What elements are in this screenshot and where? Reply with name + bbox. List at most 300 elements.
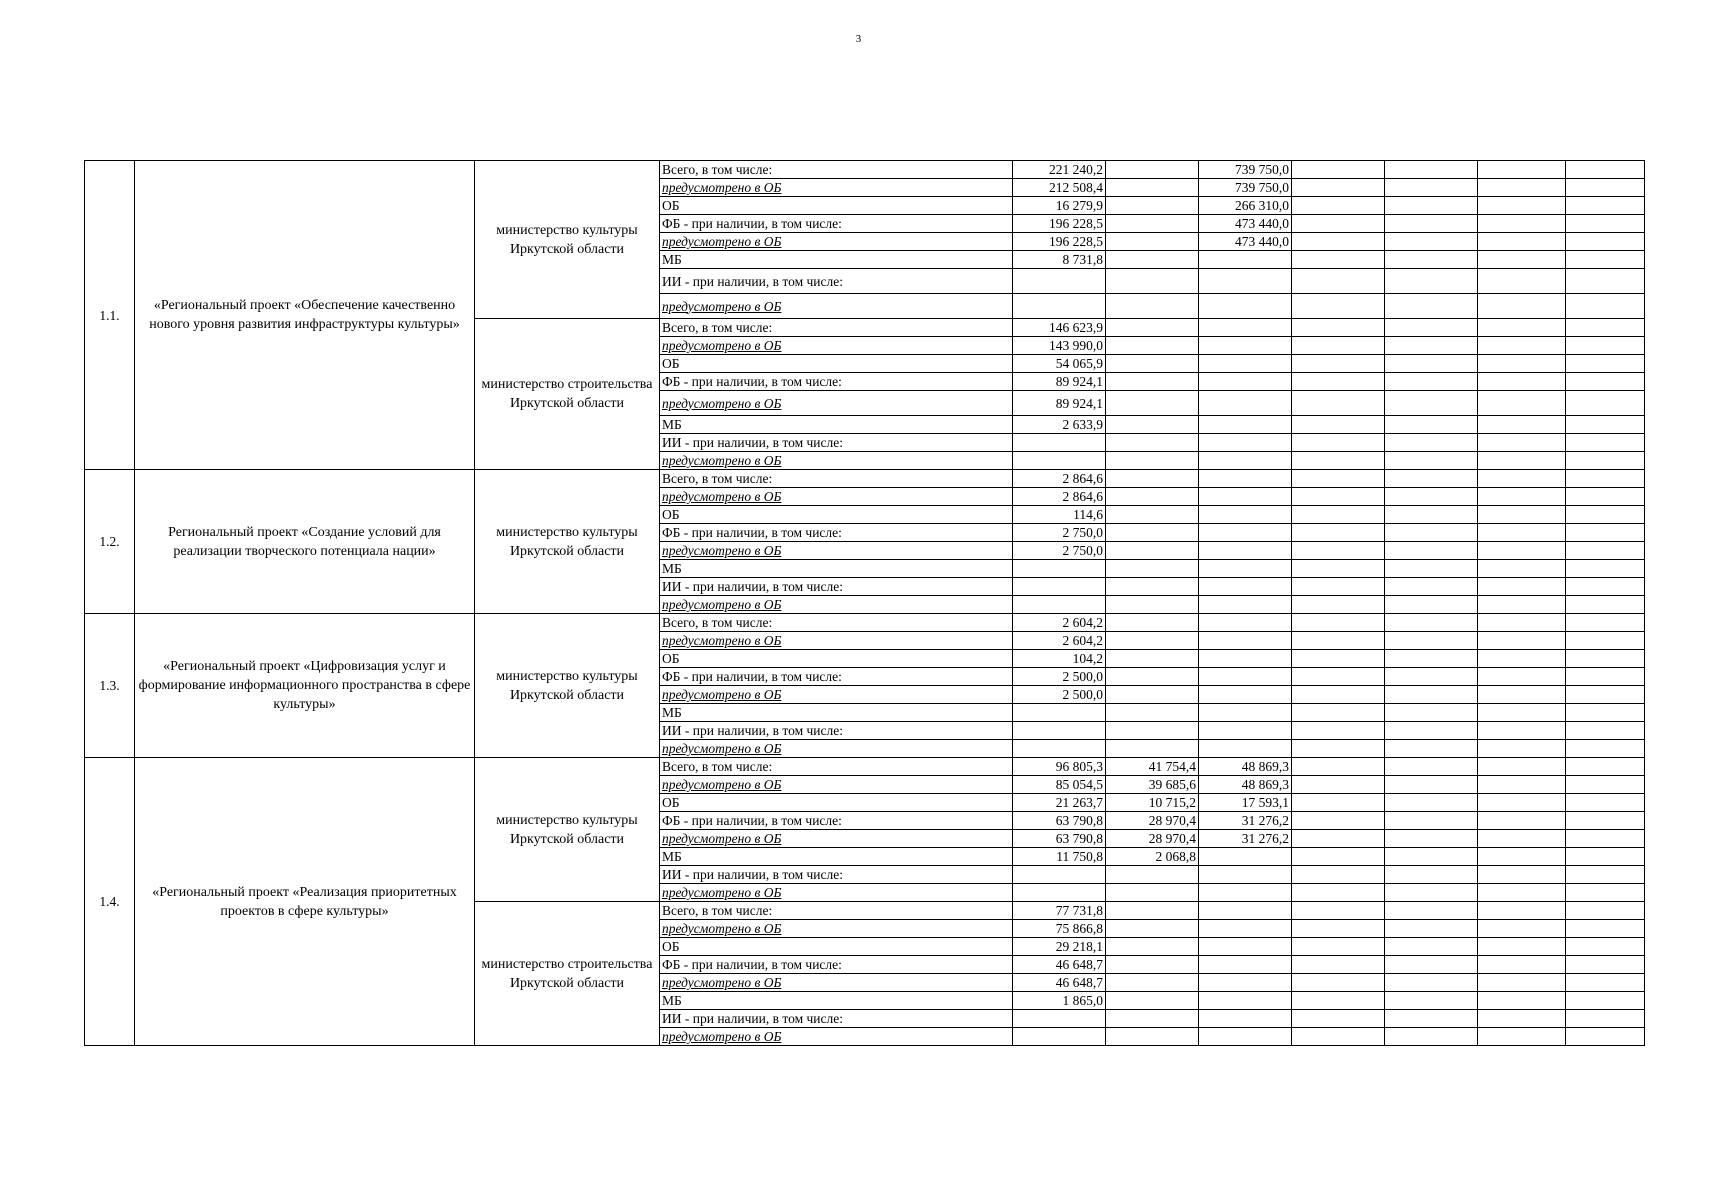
value-cell <box>1292 524 1385 542</box>
value-cell <box>1478 668 1566 686</box>
value-cell: 2 500,0 <box>1013 668 1106 686</box>
value-cell <box>1385 920 1478 938</box>
value-cell <box>1106 294 1199 319</box>
value-cell <box>1478 722 1566 740</box>
value-cell <box>1292 830 1385 848</box>
value-cell <box>1292 668 1385 686</box>
value-cell <box>1292 722 1385 740</box>
value-cell: 89 924,1 <box>1013 391 1106 416</box>
value-cell <box>1566 578 1645 596</box>
value-cell <box>1292 938 1385 956</box>
value-cell <box>1199 524 1292 542</box>
value-cell <box>1292 197 1385 215</box>
responsible-executor: министерство строительства Иркутской области <box>475 319 660 470</box>
funding-source-label: ИИ - при наличии, в том числе: <box>660 578 1013 596</box>
value-cell <box>1292 294 1385 319</box>
value-cell <box>1199 1028 1292 1046</box>
project-title: «Региональный проект «Цифровизация услуг и формирование информационного пространства в сфере культуры» <box>135 614 475 758</box>
value-cell <box>1199 560 1292 578</box>
value-cell <box>1478 794 1566 812</box>
value-cell <box>1385 506 1478 524</box>
value-cell <box>1566 488 1645 506</box>
value-cell <box>1292 337 1385 355</box>
funding-source-label: Всего, в том числе: <box>660 902 1013 920</box>
value-cell <box>1013 1010 1106 1028</box>
value-cell <box>1478 542 1566 560</box>
value-cell <box>1199 884 1292 902</box>
value-cell <box>1478 866 1566 884</box>
value-cell <box>1106 391 1199 416</box>
value-cell <box>1385 452 1478 470</box>
value-cell: 104,2 <box>1013 650 1106 668</box>
value-cell <box>1385 578 1478 596</box>
value-cell <box>1106 179 1199 197</box>
value-cell <box>1106 956 1199 974</box>
value-cell <box>1292 251 1385 269</box>
value-cell <box>1385 373 1478 391</box>
value-cell <box>1292 902 1385 920</box>
funding-source-label: МБ <box>660 416 1013 434</box>
value-cell <box>1199 452 1292 470</box>
value-cell: 2 633,9 <box>1013 416 1106 434</box>
value-cell <box>1478 632 1566 650</box>
funding-source-label: предусмотрено в ОБ <box>660 884 1013 902</box>
value-cell: 85 054,5 <box>1013 776 1106 794</box>
value-cell <box>1385 704 1478 722</box>
value-cell <box>1292 542 1385 560</box>
funding-source-label: предусмотрено в ОБ <box>660 179 1013 197</box>
value-cell: 739 750,0 <box>1199 179 1292 197</box>
value-cell <box>1566 740 1645 758</box>
value-cell <box>1566 596 1645 614</box>
value-cell <box>1566 650 1645 668</box>
value-cell <box>1566 355 1645 373</box>
project-title: Региональный проект «Создание условий для реализации творческого потенциала нации» <box>135 470 475 614</box>
value-cell <box>1566 337 1645 355</box>
funding-source-label: предусмотрено в ОБ <box>660 391 1013 416</box>
funding-source-label: предусмотрено в ОБ <box>660 920 1013 938</box>
value-cell <box>1292 992 1385 1010</box>
value-cell <box>1478 596 1566 614</box>
value-cell <box>1292 416 1385 434</box>
value-cell <box>1292 974 1385 992</box>
value-cell <box>1292 758 1385 776</box>
value-cell <box>1385 794 1478 812</box>
value-cell <box>1385 902 1478 920</box>
value-cell <box>1478 251 1566 269</box>
project-title: «Региональный проект «Обеспечение качественно нового уровня развития инфраструктуры культуры» <box>135 161 475 470</box>
value-cell <box>1013 740 1106 758</box>
value-cell <box>1478 812 1566 830</box>
section-number: 1.4. <box>85 758 135 1046</box>
value-cell: 46 648,7 <box>1013 956 1106 974</box>
value-cell: 46 648,7 <box>1013 974 1106 992</box>
value-cell <box>1292 884 1385 902</box>
value-cell <box>1478 848 1566 866</box>
value-cell: 266 310,0 <box>1199 197 1292 215</box>
value-cell <box>1566 251 1645 269</box>
value-cell: 31 276,2 <box>1199 830 1292 848</box>
value-cell: 212 508,4 <box>1013 179 1106 197</box>
value-cell: 28 970,4 <box>1106 812 1199 830</box>
value-cell <box>1385 542 1478 560</box>
value-cell <box>1566 758 1645 776</box>
value-cell <box>1566 416 1645 434</box>
value-cell <box>1385 614 1478 632</box>
funding-source-label: предусмотрено в ОБ <box>660 337 1013 355</box>
value-cell <box>1199 848 1292 866</box>
value-cell <box>1478 373 1566 391</box>
value-cell <box>1292 956 1385 974</box>
value-cell <box>1385 470 1478 488</box>
value-cell <box>1199 470 1292 488</box>
value-cell: 41 754,4 <box>1106 758 1199 776</box>
value-cell <box>1292 920 1385 938</box>
value-cell <box>1478 776 1566 794</box>
value-cell <box>1199 992 1292 1010</box>
value-cell <box>1106 686 1199 704</box>
value-cell <box>1478 269 1566 294</box>
funding-source-label: ОБ <box>660 506 1013 524</box>
value-cell <box>1013 596 1106 614</box>
value-cell <box>1566 884 1645 902</box>
value-cell: 28 970,4 <box>1106 830 1199 848</box>
value-cell <box>1106 668 1199 686</box>
value-cell <box>1385 866 1478 884</box>
value-cell <box>1106 251 1199 269</box>
value-cell <box>1199 614 1292 632</box>
table-row <box>85 161 1645 179</box>
value-cell <box>1385 1010 1478 1028</box>
value-cell <box>1478 920 1566 938</box>
value-cell <box>1385 938 1478 956</box>
value-cell <box>1478 337 1566 355</box>
value-cell <box>1566 830 1645 848</box>
value-cell <box>1385 596 1478 614</box>
table-row <box>85 758 1645 776</box>
value-cell <box>1292 161 1385 179</box>
value-cell <box>1478 740 1566 758</box>
value-cell <box>1478 902 1566 920</box>
value-cell <box>1106 938 1199 956</box>
value-cell <box>1106 470 1199 488</box>
page-number: 3 <box>855 33 862 45</box>
value-cell: 89 924,1 <box>1013 373 1106 391</box>
value-cell <box>1566 470 1645 488</box>
value-cell <box>1292 866 1385 884</box>
value-cell <box>1385 560 1478 578</box>
value-cell <box>1566 1010 1645 1028</box>
funding-source-label: ИИ - при наличии, в том числе: <box>660 722 1013 740</box>
value-cell <box>1478 686 1566 704</box>
value-cell: 473 440,0 <box>1199 215 1292 233</box>
value-cell <box>1478 650 1566 668</box>
value-cell <box>1478 355 1566 373</box>
value-cell <box>1013 452 1106 470</box>
value-cell: 146 623,9 <box>1013 319 1106 337</box>
value-cell <box>1106 866 1199 884</box>
project-title: «Региональный проект «Реализация приоритетных проектов в сфере культуры» <box>135 758 475 1046</box>
value-cell <box>1013 294 1106 319</box>
value-cell <box>1106 524 1199 542</box>
value-cell <box>1385 992 1478 1010</box>
value-cell <box>1292 452 1385 470</box>
funding-source-label: предусмотрено в ОБ <box>660 1028 1013 1046</box>
funding-source-label: ОБ <box>660 355 1013 373</box>
value-cell <box>1385 337 1478 355</box>
value-cell <box>1566 704 1645 722</box>
value-cell <box>1106 1010 1199 1028</box>
value-cell <box>1566 956 1645 974</box>
value-cell <box>1478 1028 1566 1046</box>
funding-source-label: предусмотрено в ОБ <box>660 974 1013 992</box>
funding-source-label: Всего, в том числе: <box>660 161 1013 179</box>
funding-source-label: МБ <box>660 560 1013 578</box>
value-cell <box>1566 197 1645 215</box>
value-cell <box>1385 355 1478 373</box>
table-row <box>85 470 1645 488</box>
value-cell <box>1478 704 1566 722</box>
value-cell <box>1106 884 1199 902</box>
funding-source-label: ФБ - при наличии, в том числе: <box>660 956 1013 974</box>
value-cell <box>1013 722 1106 740</box>
value-cell <box>1385 1028 1478 1046</box>
value-cell <box>1385 884 1478 902</box>
value-cell <box>1292 269 1385 294</box>
value-cell <box>1478 294 1566 319</box>
funding-source-label: МБ <box>660 704 1013 722</box>
value-cell <box>1106 902 1199 920</box>
value-cell: 10 715,2 <box>1106 794 1199 812</box>
value-cell <box>1478 992 1566 1010</box>
value-cell: 54 065,9 <box>1013 355 1106 373</box>
value-cell <box>1106 1028 1199 1046</box>
value-cell: 473 440,0 <box>1199 233 1292 251</box>
value-cell <box>1385 650 1478 668</box>
value-cell <box>1566 992 1645 1010</box>
value-cell <box>1106 722 1199 740</box>
value-cell <box>1199 416 1292 434</box>
value-cell: 11 750,8 <box>1013 848 1106 866</box>
value-cell: 16 279,9 <box>1013 197 1106 215</box>
value-cell <box>1106 452 1199 470</box>
value-cell <box>1566 391 1645 416</box>
value-cell <box>1566 524 1645 542</box>
value-cell: 29 218,1 <box>1013 938 1106 956</box>
value-cell <box>1106 269 1199 294</box>
value-cell <box>1106 632 1199 650</box>
funding-source-label: предусмотрено в ОБ <box>660 233 1013 251</box>
value-cell <box>1199 373 1292 391</box>
value-cell <box>1292 740 1385 758</box>
value-cell <box>1566 319 1645 337</box>
funding-source-label: ФБ - при наличии, в том числе: <box>660 373 1013 391</box>
value-cell <box>1106 215 1199 233</box>
value-cell <box>1385 668 1478 686</box>
section-number: 1.1. <box>85 161 135 470</box>
value-cell: 48 869,3 <box>1199 758 1292 776</box>
value-cell <box>1106 542 1199 560</box>
value-cell <box>1199 337 1292 355</box>
value-cell: 2 750,0 <box>1013 542 1106 560</box>
funding-source-label: ФБ - при наличии, в том числе: <box>660 524 1013 542</box>
value-cell <box>1106 355 1199 373</box>
value-cell <box>1292 233 1385 251</box>
value-cell <box>1566 722 1645 740</box>
responsible-executor: министерство строительства Иркутской области <box>475 902 660 1046</box>
value-cell <box>1478 578 1566 596</box>
value-cell <box>1013 704 1106 722</box>
value-cell <box>1199 686 1292 704</box>
value-cell <box>1292 776 1385 794</box>
value-cell <box>1385 686 1478 704</box>
budget-table <box>84 160 1645 1046</box>
value-cell <box>1199 391 1292 416</box>
value-cell <box>1478 956 1566 974</box>
value-cell <box>1566 812 1645 830</box>
funding-source-label: МБ <box>660 992 1013 1010</box>
funding-source-label: Всего, в том числе: <box>660 319 1013 337</box>
value-cell <box>1106 337 1199 355</box>
value-cell <box>1199 722 1292 740</box>
funding-source-label: предусмотрено в ОБ <box>660 452 1013 470</box>
value-cell <box>1478 233 1566 251</box>
value-cell <box>1566 902 1645 920</box>
value-cell <box>1106 233 1199 251</box>
value-cell <box>1013 866 1106 884</box>
responsible-executor: министерство культуры Иркутской области <box>475 470 660 614</box>
value-cell <box>1013 578 1106 596</box>
funding-source-label: ФБ - при наличии, в том числе: <box>660 812 1013 830</box>
value-cell <box>1385 632 1478 650</box>
value-cell <box>1385 391 1478 416</box>
value-cell <box>1478 215 1566 233</box>
value-cell <box>1478 434 1566 452</box>
value-cell <box>1385 215 1478 233</box>
value-cell: 2 750,0 <box>1013 524 1106 542</box>
value-cell <box>1199 488 1292 506</box>
value-cell <box>1292 650 1385 668</box>
value-cell: 2 500,0 <box>1013 686 1106 704</box>
value-cell <box>1199 902 1292 920</box>
funding-source-label: Всего, в том числе: <box>660 614 1013 632</box>
funding-source-label: Всего, в том числе: <box>660 470 1013 488</box>
value-cell <box>1566 848 1645 866</box>
value-cell <box>1292 488 1385 506</box>
value-cell <box>1199 974 1292 992</box>
value-cell <box>1566 686 1645 704</box>
value-cell <box>1566 506 1645 524</box>
value-cell <box>1478 391 1566 416</box>
value-cell: 31 276,2 <box>1199 812 1292 830</box>
value-cell <box>1106 974 1199 992</box>
value-cell <box>1292 578 1385 596</box>
value-cell <box>1199 434 1292 452</box>
value-cell <box>1292 812 1385 830</box>
value-cell <box>1292 632 1385 650</box>
value-cell <box>1566 794 1645 812</box>
value-cell <box>1106 578 1199 596</box>
value-cell <box>1013 560 1106 578</box>
value-cell: 114,6 <box>1013 506 1106 524</box>
value-cell <box>1199 668 1292 686</box>
value-cell <box>1385 956 1478 974</box>
value-cell <box>1385 758 1478 776</box>
funding-source-label: ИИ - при наличии, в том числе: <box>660 1010 1013 1028</box>
value-cell <box>1385 294 1478 319</box>
value-cell <box>1199 355 1292 373</box>
value-cell <box>1566 452 1645 470</box>
value-cell <box>1566 614 1645 632</box>
value-cell <box>1566 866 1645 884</box>
value-cell <box>1292 560 1385 578</box>
table-row <box>85 614 1645 632</box>
value-cell: 77 731,8 <box>1013 902 1106 920</box>
value-cell <box>1478 758 1566 776</box>
value-cell <box>1199 938 1292 956</box>
value-cell <box>1478 488 1566 506</box>
value-cell <box>1385 269 1478 294</box>
value-cell <box>1292 506 1385 524</box>
funding-source-label: ИИ - при наличии, в том числе: <box>660 434 1013 452</box>
value-cell <box>1385 830 1478 848</box>
funding-source-label: ОБ <box>660 650 1013 668</box>
value-cell <box>1106 596 1199 614</box>
value-cell <box>1292 179 1385 197</box>
value-cell <box>1106 416 1199 434</box>
value-cell: 1 865,0 <box>1013 992 1106 1010</box>
value-cell <box>1566 179 1645 197</box>
funding-source-label: предусмотрено в ОБ <box>660 488 1013 506</box>
value-cell: 196 228,5 <box>1013 233 1106 251</box>
value-cell <box>1478 1010 1566 1028</box>
responsible-executor: министерство культуры Иркутской области <box>475 614 660 758</box>
value-cell <box>1566 542 1645 560</box>
funding-source-label: МБ <box>660 251 1013 269</box>
value-cell <box>1199 650 1292 668</box>
value-cell <box>1566 269 1645 294</box>
funding-source-label: ФБ - при наличии, в том числе: <box>660 215 1013 233</box>
value-cell <box>1106 373 1199 391</box>
value-cell <box>1566 1028 1645 1046</box>
value-cell: 221 240,2 <box>1013 161 1106 179</box>
value-cell: 2 604,2 <box>1013 614 1106 632</box>
value-cell <box>1566 938 1645 956</box>
value-cell <box>1106 434 1199 452</box>
value-cell <box>1478 452 1566 470</box>
value-cell <box>1292 434 1385 452</box>
funding-source-label: предусмотрено в ОБ <box>660 776 1013 794</box>
value-cell <box>1566 560 1645 578</box>
value-cell <box>1013 1028 1106 1046</box>
value-cell <box>1478 179 1566 197</box>
value-cell: 63 790,8 <box>1013 830 1106 848</box>
value-cell <box>1566 776 1645 794</box>
value-cell <box>1292 1010 1385 1028</box>
value-cell <box>1292 614 1385 632</box>
value-cell: 2 068,8 <box>1106 848 1199 866</box>
funding-source-label: ОБ <box>660 938 1013 956</box>
funding-source-label: предусмотрено в ОБ <box>660 542 1013 560</box>
funding-source-label: предусмотрено в ОБ <box>660 632 1013 650</box>
value-cell <box>1385 722 1478 740</box>
value-cell: 63 790,8 <box>1013 812 1106 830</box>
value-cell <box>1385 740 1478 758</box>
funding-source-label: предусмотрено в ОБ <box>660 596 1013 614</box>
value-cell <box>1199 1010 1292 1028</box>
value-cell <box>1478 974 1566 992</box>
value-cell <box>1385 848 1478 866</box>
